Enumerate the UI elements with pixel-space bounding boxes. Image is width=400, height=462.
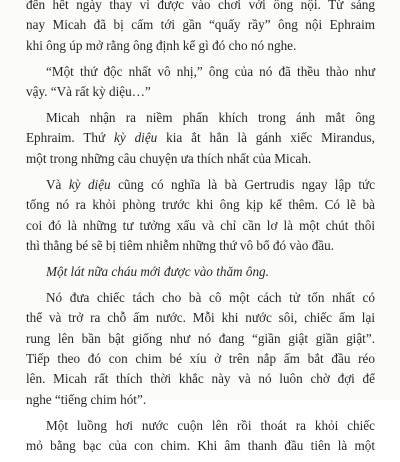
text-line: Micah nhận ra niềm phấn khích trong ánh mắt ông [46, 110, 375, 126]
italic-word: kỳ diệu [68, 176, 111, 192]
text-line: khi ông úp mở rằng ông định kể gì đó cho nó nghe. [26, 37, 297, 53]
text-line: Một lát nữa cháu mới được vào thăm ông. [46, 263, 269, 279]
text-line: “Một thứ độc nhất vô nhị,” ông của nó đã thều thào như [46, 63, 375, 79]
text-line: mỏ bằng bạc của con chim. Khi âm thanh đầu tiên là một [26, 438, 375, 454]
paragraph-italic [26, 262, 375, 282]
text-line: thì thằng bé sẽ bị tiêm nhiễm những thứ vô bổ đó vào đầu. [26, 237, 335, 253]
text-line: rung lên bần bật giống như nó đang “giần giật giần giật”. [26, 330, 375, 346]
paragraph [26, 62, 375, 103]
text-column [26, 0, 375, 462]
text-line: Một luồng hơi nước cuộn lên rồi thoát ra khỏi chiếc [46, 417, 375, 433]
paragraph [26, 288, 375, 410]
text-line: Và kỳ diệu cũng có nghĩa là bà Gertrudis ngay lập tức [46, 176, 376, 192]
paragraph [26, 175, 375, 257]
text-line: một trong những câu chuyện ưa thích nhất của Micah. [26, 150, 312, 166]
paragraph [26, 416, 375, 457]
text-line: coi đó là những tư tưởng xấu và chỉ cần lơ là một chút thôi [26, 217, 375, 233]
text-line: lên. Micah rất thích thời khắc này và nó luôn chờ đợi để [26, 371, 375, 387]
text-line: nghe “tiếng chim hót”. [26, 391, 147, 407]
italic-word: kỳ diệu [114, 130, 158, 146]
paragraph [26, 0, 375, 56]
text-line: Ephraim. Thứ kỳ diệu kia ắt hẳn là gánh xiếc Mirandus, [26, 130, 375, 146]
text-line: tống nó ra khỏi phòng trước khi ông kịp kể thêm. Có lẽ bà [26, 197, 375, 213]
text-line: đến hết ngày thay vì được vào chơi với ông nội. Từ sáng [26, 0, 375, 12]
text-line: Tiếp theo đó con chim bé xíu ở trên nắp ấm bắt đầu réo [26, 351, 375, 366]
text-line: thể và trở ra chỗ ấm nước. Mỗi khi nước sôi, chiếc ấm lại [26, 310, 375, 326]
text-line: vậy. “Và rất kỳ diệu…” [26, 84, 151, 100]
text-line: Nó đưa chiếc tách cho bà cô một cách tử tốn nhất có [46, 289, 375, 305]
text-line: nay Micah đã bị cấm tới gần “quấy rầy” ông nội Ephraim [26, 17, 375, 33]
paragraph [26, 108, 375, 169]
